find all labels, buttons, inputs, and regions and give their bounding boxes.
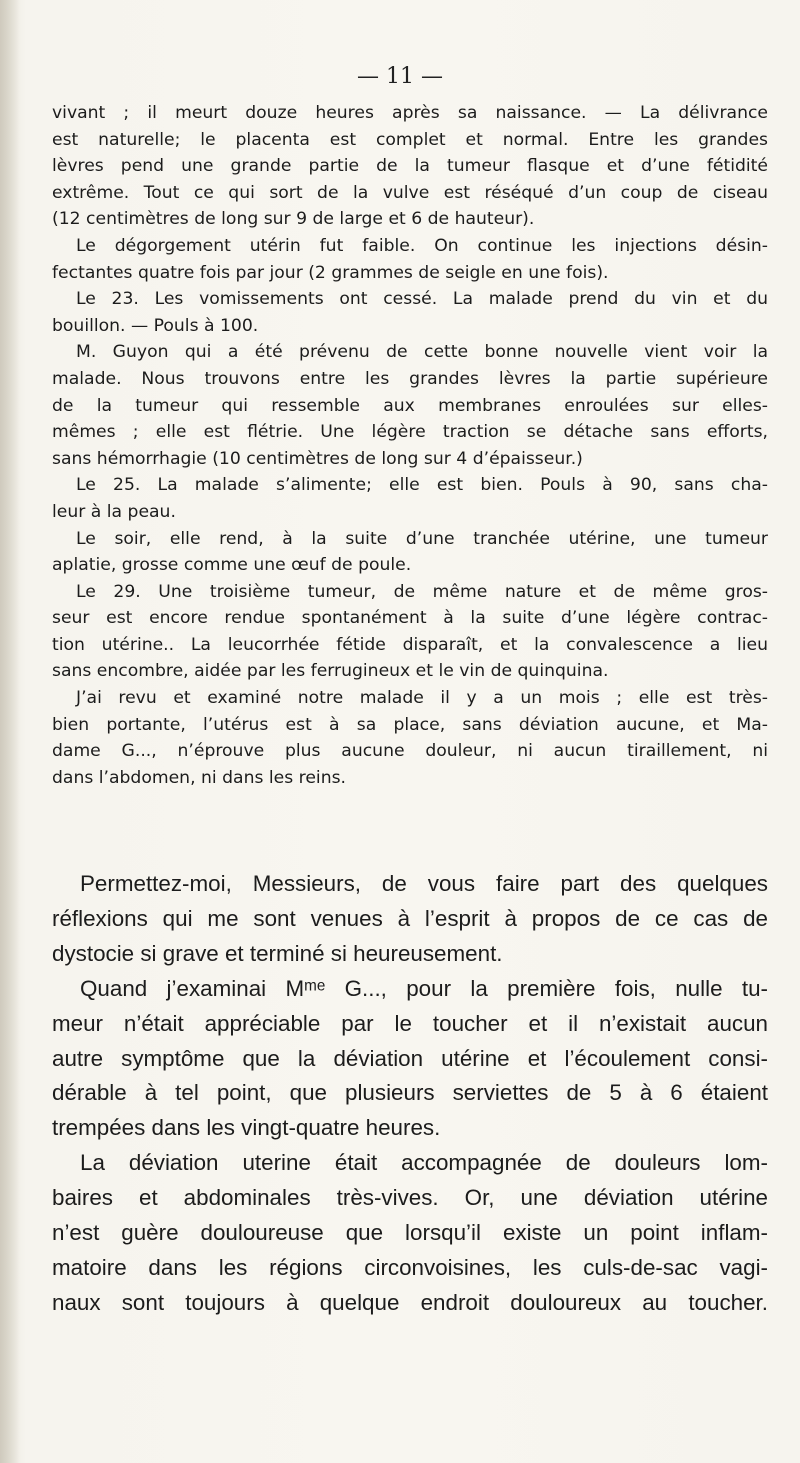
text-line: autre symptôme que la déviation utérine et l’écoulement consi- [52,1045,768,1071]
text-line: dans l’abdomen, ni dans les reins. [52,767,346,788]
text-line: dame G..., n’éprouve plus aucune douleur, ni aucun tiraillement, ni [52,741,768,762]
text-line: La déviation uterine était accompagnée de douleurs lom- [80,1150,768,1176]
text-line: vivant ; il meurt douze heures après sa naissance. — La délivrance [52,103,768,123]
text-line: trempées dans les vingt-quatre heures. [52,1115,441,1141]
text-line: bien portante, l’utérus est à sa place, sans déviation aucune, et Ma- [52,714,768,735]
text-line: dérable à tel point, que plusieurs serviettes de 5 à 6 étaient [52,1080,768,1106]
text-block-small-type [52,100,768,791]
text-line: Permettez-moi, Messieurs, de vous faire part des quelques [80,871,768,896]
text-line: baires et abdominales très-vives. Or, une déviation utérine [52,1185,768,1211]
text-line: sans hémorrhagie (10 centimètres de long sur 4 d’épaisseur.) [52,448,583,469]
text-line: tion utérine.. La leucorrhée fétide disparaît, et la convalescence a lieu [52,634,768,655]
text-line: sans encombre, aidée par les ferrugineux et le vin de quinquina. [52,661,609,682]
text-line: extrême. Tout ce qui sort de la vulve est réséqué d’un coup de ciseau [52,182,768,203]
text-line: M. Guyon qui a été prévenu de cette bonne nouvelle vient voir la [76,342,768,363]
text-line: naux sont toujours à quelque endroit douloureux au toucher. [52,1289,768,1315]
text-line: réflexions qui me sont venues à l’esprit à propos de ce cas de [52,905,768,931]
text-line: Le dégorgement utérin fut faible. On continue les injections désin- [76,235,768,256]
text-line: fectantes quatre fois par jour (2 grammes de seigle en une fois). [52,262,609,283]
text-line: Le 25. La malade s’alimente; elle est bien. Pouls à 90, sans cha- [76,475,768,496]
text-line: Le 23. Les vomissements ont cessé. La malade prend du vin et du [76,289,768,310]
text-line: lèvres pend une grande partie de la tumeur flasque et d’une fétidité [52,156,768,177]
text-block-large-type [52,867,768,1321]
text-line: malade. Nous trouvons entre les grandes lèvres la partie supérieure [52,368,768,389]
text-line: (12 centimètres de long sur 9 de large et 6 de hauteur). [52,209,535,230]
text-line: est naturelle; le placenta est complet et normal. Entre les grandes [52,129,768,150]
text-line: seur est encore rendue spontanément à la suite d’une légère contrac- [52,608,768,629]
text-line: bouillon. — Pouls à 100. [52,315,259,336]
text-line: dystocie si grave et terminé si heureusement. [52,940,503,966]
text-line: meur n’était appréciable par le toucher et il n’existait aucun [52,1010,768,1036]
page-number: — 11 — [357,64,443,89]
text-line: Le soir, elle rend, à la suite d’une tranchée utérine, une tumeur [76,528,768,549]
text-line: mêmes ; elle est flétrie. Une légère traction se détache sans efforts, [52,422,768,443]
text-line: matoire dans les régions circonvoisines, les culs-de-sac vagi- [52,1254,768,1280]
text-line: aplatie, grosse comme une œuf de poule. [52,555,412,576]
text-line: Quand j’examinai Mᵐᵉ G..., pour la première fois, nulle tu- [80,975,768,1001]
text-line: de la tumeur qui ressemble aux membranes enroulées sur elles- [52,395,768,416]
text-line: n’est guère douloureuse que lorsqu’il existe un point inflam- [52,1220,768,1246]
page-edge-shadow [0,0,20,1463]
text-line: Le 29. Une troisième tumeur, de même nature et de même gros- [76,581,768,602]
text-line: J’ai revu et examiné notre malade il y a un mois ; elle est très- [76,688,768,709]
text-line: leur à la peau. [52,501,176,522]
